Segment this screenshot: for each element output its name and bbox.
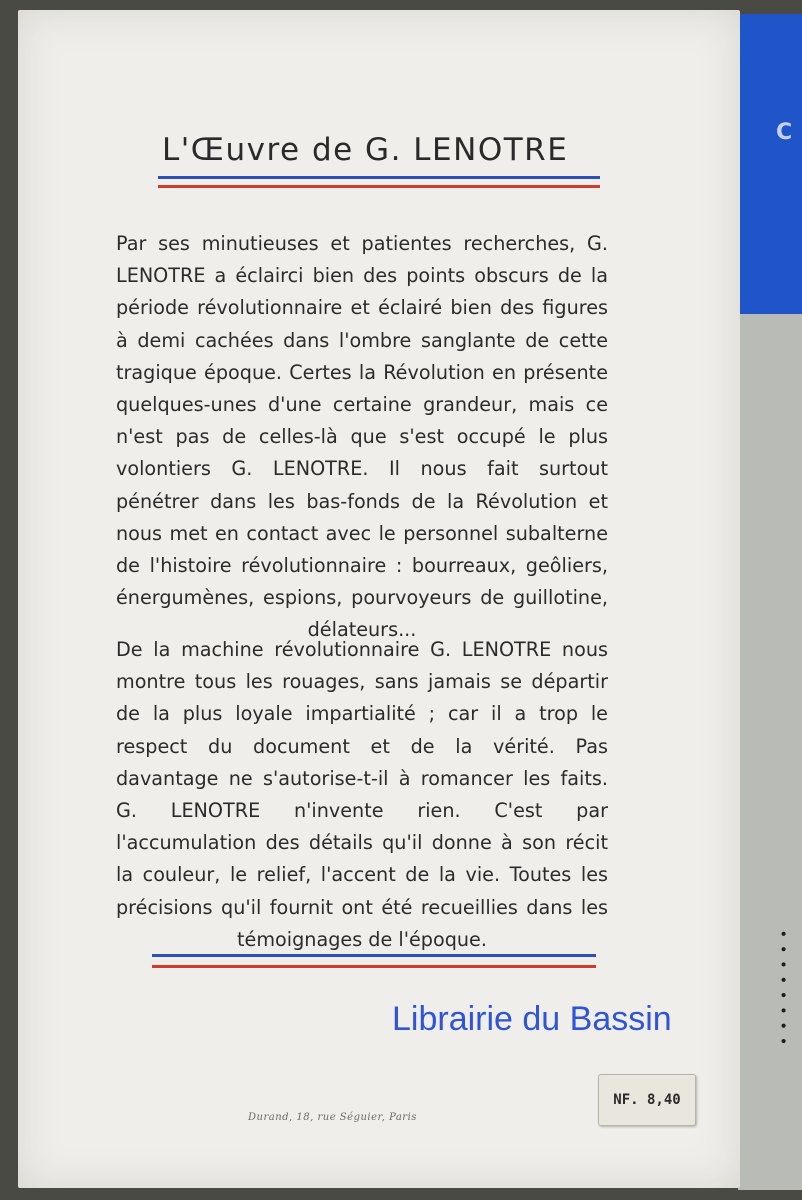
spine-marks: · · · · · · · · <box>770 930 796 1045</box>
cover-title: L'Œuvre de G. LENOTRE <box>162 132 569 168</box>
bookshop-watermark: Librairie du Bassin <box>392 1000 672 1038</box>
price-sticker <box>598 1074 696 1126</box>
printer-imprint: Durand, 18, rue Séguier, Paris <box>248 1112 417 1123</box>
title-rule-blue <box>158 176 600 179</box>
bottom-rule-blue <box>152 954 596 957</box>
price-label: NF. 8,40 <box>613 1092 681 1108</box>
spine-blue-band <box>738 14 802 314</box>
description-paragraph-1: Par ses minutieuses et patientes recherches, G. LENOTRE a éclairci bien des points obscurs de la période révolutionnaire et éclairé bien des figures à demi cachées dans l'ombre sanglante de cette tragique époque. Certes la Révolution en présente quelques-unes d'une certaine grandeur, mais ce n'est pas de celles-là que s'est occupé le plus volontiers G. LENOTRE. Il nous fait surtout pénétrer dans les bas-fonds de la Révolution et nous met en contact avec le personnel subalterne de l'histoire révolutionnaire : bourreaux, geôliers, énergumènes, espions, pourvoyeurs de guillotine, délateurs... <box>116 232 608 642</box>
title-rule-red <box>158 185 600 188</box>
description-paragraph-2: De la machine révolutionnaire G. LENOTRE nous montre tous les rouages, sans jamais se départir de la plus loyale impartialité ; car il a trop le respect du document et de la vérité. Pas davantage ne s'autorise-t-il à romancer les faits. G. LENOTRE n'invente rien. C'est par l'accumulation des détails qu'il donne à son récit la couleur, le relief, l'accent de la vie. Toutes les précisions qu'il fournit ont été recueillies dans les témoignages de l'époque. <box>116 638 608 951</box>
spine-letter: C <box>776 120 793 145</box>
bottom-rule-red <box>152 965 596 968</box>
